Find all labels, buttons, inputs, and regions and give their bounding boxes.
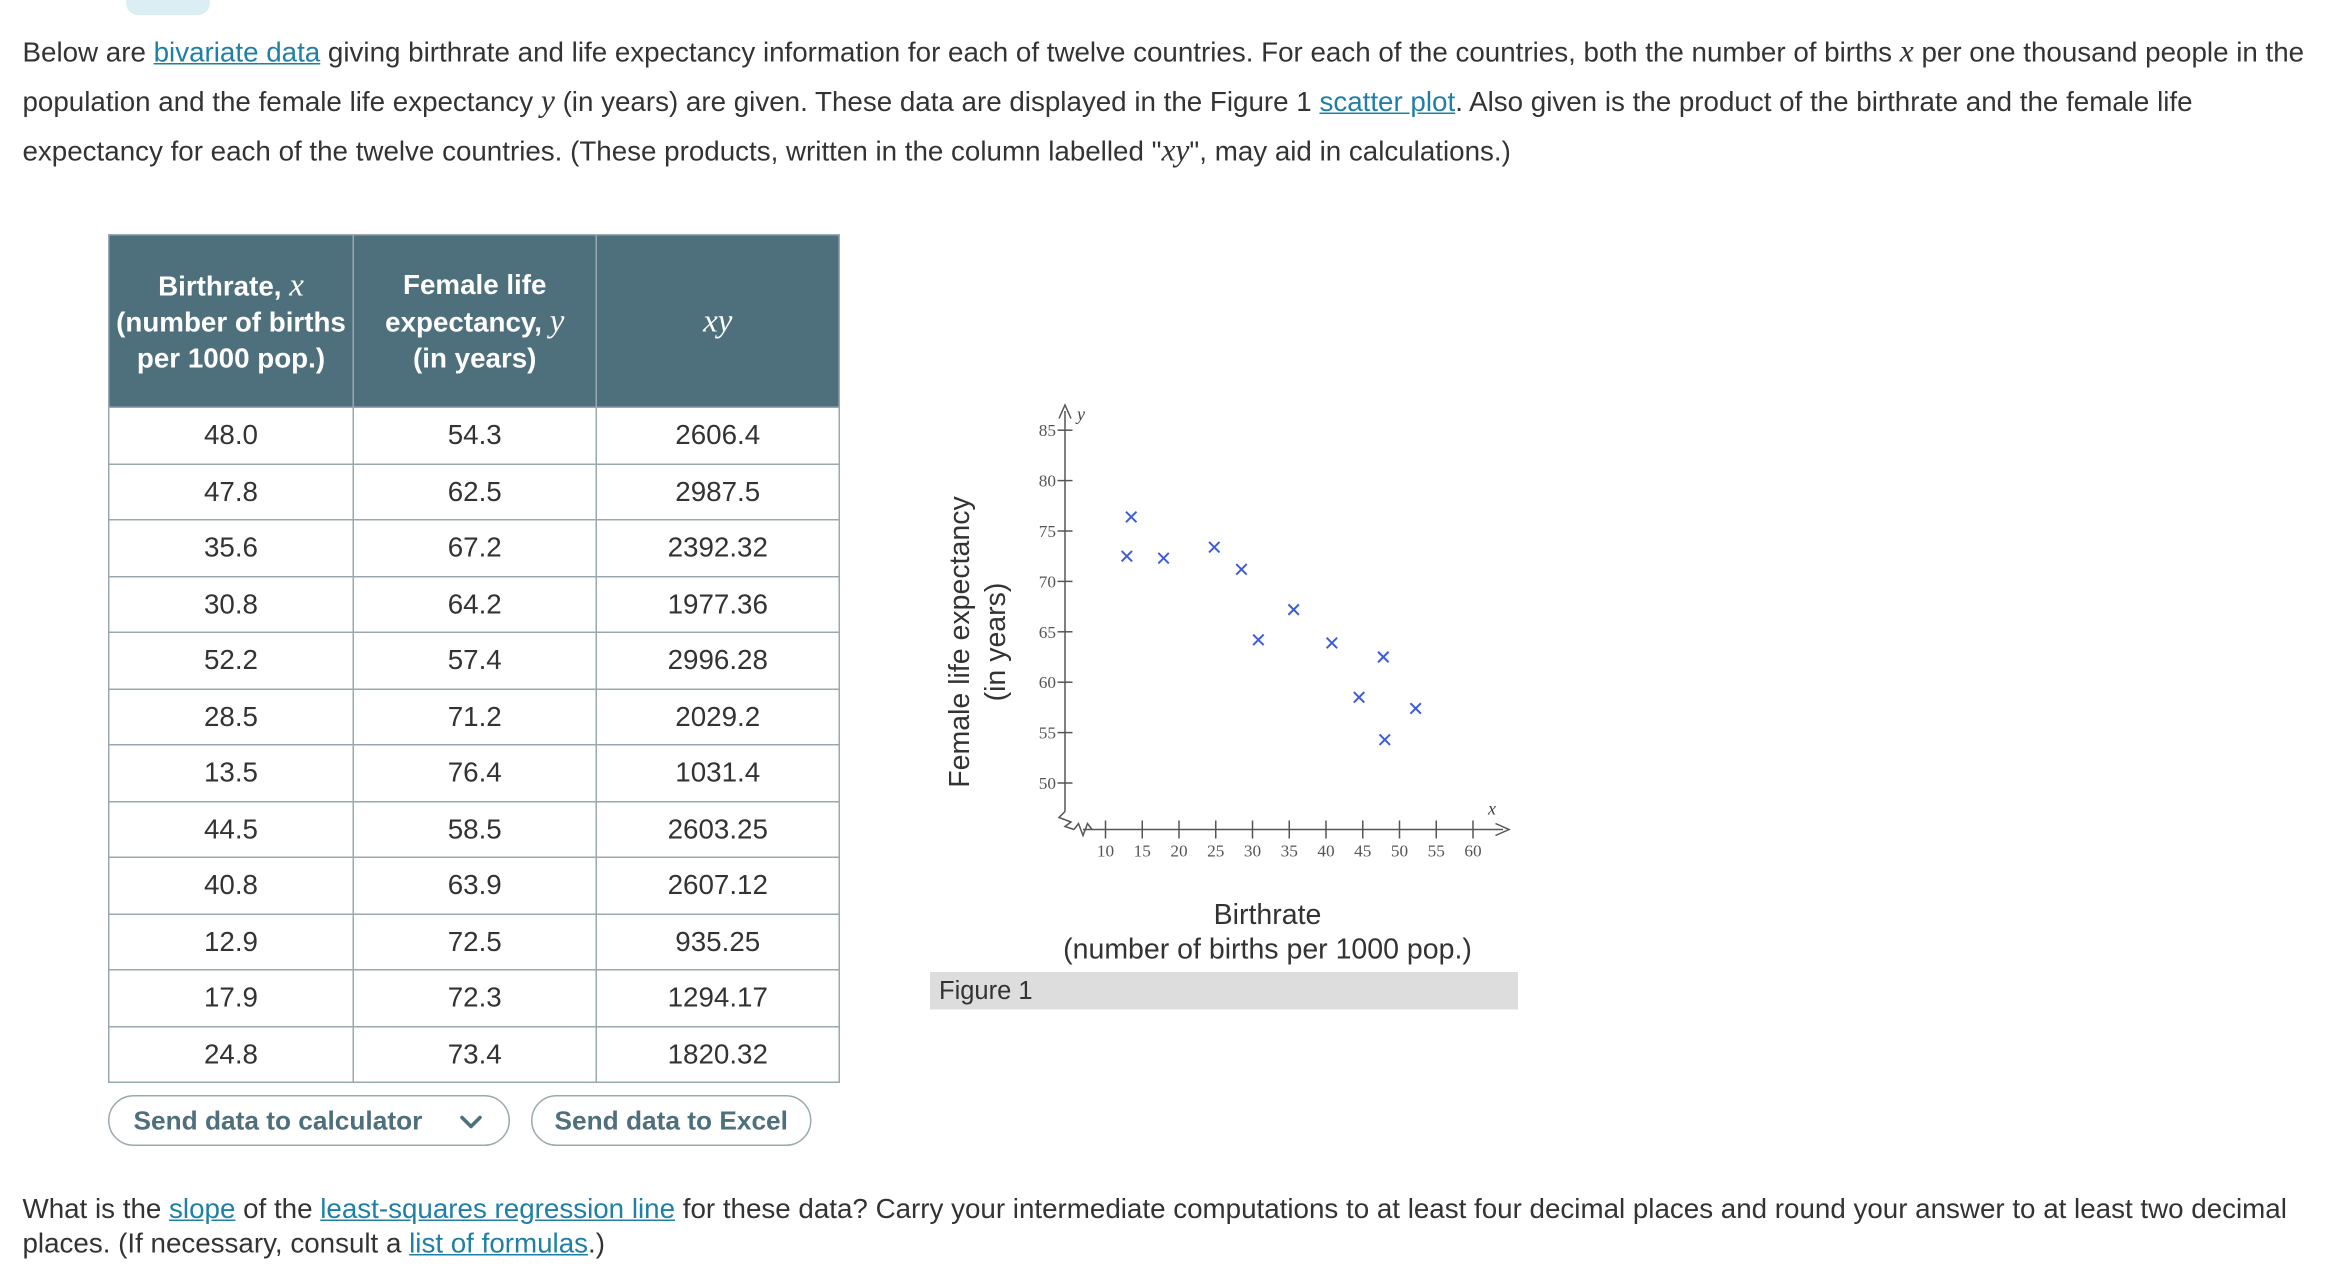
cell-x: 48.0	[109, 407, 354, 463]
y-axis-title-line1: Female life expectancy	[945, 496, 977, 788]
cell-xy: 1820.32	[596, 1026, 839, 1082]
cell-xy: 1031.4	[596, 745, 839, 801]
cell-x: 35.6	[109, 520, 354, 576]
table-row	[109, 745, 840, 801]
x-tick-label: 35	[1280, 841, 1298, 861]
cell-y: 64.2	[353, 576, 596, 632]
header-life-var: y	[549, 300, 565, 339]
header-xy-label: xy	[703, 300, 733, 339]
y-tick-label: 75	[1038, 522, 1056, 541]
link-least-squares-regression-line[interactable]: least-squares regression line	[320, 1192, 676, 1224]
x-tick-label: 15	[1133, 841, 1151, 861]
x-tick-label: 25	[1207, 841, 1225, 861]
var-y: y	[540, 82, 555, 119]
data-point	[1378, 652, 1389, 663]
cell-x: 52.2	[109, 632, 354, 688]
header-life-unit: (in years)	[413, 341, 537, 373]
axis-break-y	[1059, 812, 1074, 830]
y-tick-label: 80	[1038, 471, 1056, 491]
table-header-row	[109, 235, 840, 408]
data-point	[1209, 542, 1220, 553]
data-table	[108, 234, 840, 1083]
cell-y: 67.2	[353, 520, 596, 576]
data-point	[1327, 638, 1338, 649]
top-tab-fragment[interactable]	[126, 0, 210, 15]
cell-xy: 1294.17	[596, 970, 839, 1026]
cell-y: 76.4	[353, 745, 596, 801]
cell-xy: 1977.36	[596, 576, 839, 632]
x-axis-var-label: x	[1488, 798, 1496, 819]
table-row	[109, 970, 840, 1026]
y-tick-label: 60	[1038, 673, 1056, 693]
x-axis-title	[1020, 899, 1515, 968]
data-point	[1380, 734, 1391, 745]
data-point	[1410, 703, 1421, 714]
cell-x: 44.5	[109, 801, 354, 857]
header-birthrate-label: Birthrate,	[158, 269, 290, 301]
x-tick-label: 10	[1096, 841, 1115, 861]
x-tick-label: 60	[1464, 841, 1482, 861]
y-tick-label: 50	[1038, 774, 1056, 793]
cell-x: 40.8	[109, 857, 354, 913]
y-tick-label: 70	[1038, 572, 1056, 592]
table-row	[109, 914, 840, 970]
table-row	[109, 857, 840, 913]
x-tick-label: 40	[1317, 841, 1335, 861]
y-axis-var-label: y	[1077, 404, 1085, 424]
y-tick-label: 55	[1038, 723, 1056, 743]
header-birthrate-unit: (number of births per 1000 pop.)	[116, 305, 346, 373]
intro-text-6: ", may aid in calculations.)	[1189, 135, 1511, 167]
intro-text-3: per one thousand people in the population and the female life expectancy	[22, 36, 2305, 117]
table-row	[109, 464, 840, 520]
data-point	[1253, 635, 1264, 646]
cell-y: 58.5	[353, 801, 596, 857]
data-point	[1288, 604, 1299, 615]
table-row	[109, 407, 840, 463]
cell-xy: 2029.2	[596, 689, 839, 745]
header-birthrate-var: x	[289, 264, 304, 303]
cell-y: 72.5	[353, 914, 596, 970]
question-text	[23, 1191, 2311, 1260]
header-life-label: Female life expectancy,	[385, 267, 550, 337]
data-point	[1122, 551, 1133, 562]
question-text-1: What is the	[22, 1192, 170, 1224]
x-tick-label: 30	[1243, 841, 1262, 861]
y-axis-title-line2: (in years)	[981, 582, 1013, 702]
cell-xy: 2606.4	[596, 407, 839, 463]
question-text-2: of the	[235, 1192, 321, 1224]
x-axis-title-line2: (number of births per 1000 pop.)	[1063, 934, 1472, 966]
table-row	[109, 576, 840, 632]
cell-x: 12.9	[109, 914, 354, 970]
chevron-down-icon[interactable]	[458, 1109, 485, 1136]
x-tick-label: 50	[1390, 841, 1409, 861]
var-xy: xy	[1161, 132, 1190, 168]
cell-y: 62.5	[353, 464, 596, 520]
cell-xy: 2996.28	[596, 632, 839, 688]
data-point	[1158, 553, 1169, 564]
intro-text-5: . Also given is the product of the birthrate and the female life expectancy for each of the twelve countries. (These products, written in the column labelled "	[22, 85, 2193, 167]
link-list-of-formulas[interactable]: list of formulas	[409, 1227, 589, 1259]
cell-xy: 935.25	[596, 914, 839, 970]
header-life-expectancy	[353, 235, 596, 408]
cell-x: 24.8	[109, 1026, 354, 1082]
table-row	[109, 632, 840, 688]
cell-xy: 2392.32	[596, 520, 839, 576]
cell-x: 28.5	[109, 689, 354, 745]
link-scatter-plot[interactable]: scatter plot	[1319, 85, 1456, 117]
scatter-plot	[1020, 383, 1523, 871]
intro-text-4: (in years) are given. These data are displayed in the Figure 1	[554, 85, 1320, 117]
cell-y: 63.9	[353, 857, 596, 913]
cell-x: 47.8	[109, 464, 354, 520]
question-text-3: for these data? Carry your intermediate computations to at least four decimal places and round your answer to at least two decimal places. (If necessary, consult a	[22, 1192, 2287, 1259]
axes	[1059, 404, 1509, 836]
data-point	[1354, 692, 1365, 703]
send-to-calculator-button[interactable]	[108, 1095, 510, 1146]
cell-xy: 2987.5	[596, 464, 839, 520]
header-xy	[596, 235, 839, 408]
link-slope[interactable]: slope	[169, 1192, 236, 1224]
y-axis-title	[944, 492, 1025, 792]
table-row	[109, 801, 840, 857]
send-to-excel-button[interactable]	[531, 1095, 812, 1146]
table-row	[109, 520, 840, 576]
cell-y: 73.4	[353, 1026, 596, 1082]
cell-xy: 2607.12	[596, 857, 839, 913]
cell-y: 54.3	[353, 407, 596, 463]
link-bivariate-data[interactable]: bivariate data	[153, 36, 321, 68]
header-birthrate	[109, 235, 354, 408]
var-x: x	[1899, 33, 1914, 69]
cell-y: 71.2	[353, 689, 596, 745]
x-tick-label: 20	[1170, 841, 1188, 861]
cell-xy: 2603.25	[596, 801, 839, 857]
data-point	[1236, 564, 1247, 575]
cell-y: 72.3	[353, 970, 596, 1026]
cell-x: 13.5	[109, 745, 354, 801]
send-to-excel-label: Send data to Excel	[554, 1104, 788, 1135]
question-text-4: .)	[588, 1227, 605, 1259]
cell-x: 17.9	[109, 970, 354, 1026]
table-row	[109, 689, 840, 745]
figure-caption: Figure 1	[930, 972, 1518, 1010]
intro-text-2: giving birthrate and life expectancy information for each of twelve countries. For each of the countries, both the number of births	[320, 36, 1900, 68]
y-tick-label: 65	[1038, 622, 1056, 642]
data-point	[1126, 512, 1137, 523]
table-row	[109, 1026, 840, 1082]
send-to-calculator-label: Send data to calculator	[133, 1104, 423, 1135]
y-tick-label: 85	[1038, 421, 1056, 441]
x-axis-title-line1: Birthrate	[1213, 900, 1322, 932]
x-tick-label: 45	[1354, 841, 1372, 861]
x-tick-label: 55	[1427, 841, 1445, 861]
intro-paragraph	[23, 27, 2311, 176]
cell-x: 30.8	[109, 576, 354, 632]
intro-text-1: Below are	[22, 36, 154, 68]
cell-y: 57.4	[353, 632, 596, 688]
data-points	[1122, 512, 1421, 745]
